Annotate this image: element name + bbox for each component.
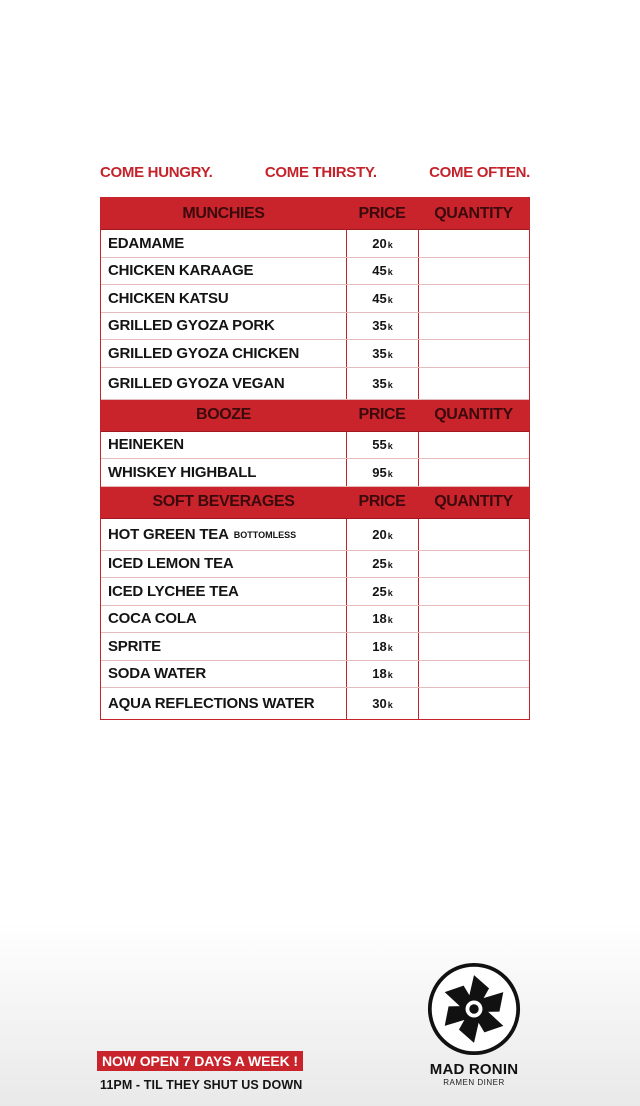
- quantity-cell[interactable]: [418, 578, 529, 605]
- item-name: WHISKEY HIGHBALL: [108, 463, 257, 481]
- item-name: COCA COLA: [108, 610, 197, 628]
- price-header: PRICE: [358, 204, 406, 222]
- section-header-soft-beverages: [101, 487, 529, 519]
- open-days-badge: NOW OPEN 7 DAYS A WEEK !: [97, 1051, 303, 1071]
- item-name: AQUA REFLECTIONS WATER: [108, 695, 315, 712]
- quantity-cell[interactable]: [418, 633, 529, 660]
- item-name: EDAMAME: [108, 234, 185, 252]
- item-price: 35 k: [346, 368, 418, 399]
- menu-row: [101, 633, 529, 661]
- quantity-cell[interactable]: [418, 313, 529, 340]
- item-name: HEINEKEN: [108, 436, 184, 454]
- menu-row: [101, 688, 529, 719]
- menu-row: [101, 313, 529, 341]
- menu-row: [101, 230, 529, 258]
- item-name: CHICKEN KARAAGE: [108, 262, 254, 280]
- quantity-cell[interactable]: [418, 688, 529, 719]
- item-price: 25 k: [346, 578, 418, 605]
- item-name: CHICKEN KATSU: [108, 289, 229, 307]
- item-price: 45 k: [346, 258, 418, 285]
- opening-hours: 11PM - TIL THEY SHUT US DOWN: [100, 1078, 303, 1092]
- item-price: 45 k: [346, 285, 418, 312]
- quantity-header: QUANTITY: [434, 493, 513, 510]
- menu-row: [101, 368, 529, 400]
- quantity-header: QUANTITY: [434, 406, 513, 423]
- brand-subtitle: RAMEN DINER: [443, 1078, 505, 1087]
- taglines: [100, 164, 530, 181]
- item-price: 30 k: [346, 688, 418, 719]
- quantity-cell[interactable]: [418, 285, 529, 312]
- item-price: 18 k: [346, 633, 418, 660]
- price-header: PRICE: [358, 406, 406, 423]
- item-name: HOT GREEN TEA BOTTOMLESS: [108, 525, 297, 543]
- tagline-hungry: COME HUNGRY.: [100, 164, 213, 181]
- item-name: ICED LEMON TEA: [108, 555, 234, 573]
- item-price: 35 k: [346, 313, 418, 340]
- item-name: GRILLED GYOZA CHICKEN: [108, 344, 300, 362]
- item-name: GRILLED GYOZA VEGAN: [108, 374, 285, 392]
- quantity-cell[interactable]: [418, 258, 529, 285]
- price-header: PRICE: [358, 493, 406, 510]
- menu-row: [101, 285, 529, 313]
- quantity-cell[interactable]: [418, 368, 529, 399]
- item-price: 25 k: [346, 551, 418, 578]
- section-title: SOFT BEVERAGES: [152, 493, 295, 510]
- item-price: 95 k: [346, 459, 418, 486]
- item-name: SPRITE: [108, 637, 161, 655]
- section-title: BOOZE: [196, 406, 251, 423]
- item-price: 20 k: [346, 519, 418, 550]
- ronin-emblem-icon: [427, 962, 521, 1056]
- quantity-cell[interactable]: [418, 606, 529, 633]
- quantity-cell[interactable]: [418, 459, 529, 486]
- quantity-cell[interactable]: [418, 519, 529, 550]
- menu-row: [101, 578, 529, 606]
- brand-name: MAD RONIN: [429, 1061, 519, 1078]
- item-price: 20 k: [346, 230, 418, 257]
- item-price: 55 k: [346, 432, 418, 459]
- menu-row: [101, 551, 529, 579]
- section-header-booze: [101, 400, 529, 432]
- menu-row: [101, 661, 529, 689]
- quantity-header: QUANTITY: [434, 204, 513, 222]
- tagline-often: COME OFTEN.: [429, 164, 530, 181]
- menu-row: [101, 340, 529, 368]
- item-note: BOTTOMLESS: [233, 530, 297, 540]
- section-header-munchies: [101, 198, 529, 230]
- menu-row: [101, 459, 529, 487]
- item-price: 35 k: [346, 340, 418, 367]
- quantity-cell[interactable]: [418, 230, 529, 257]
- tagline-thirsty: COME THIRSTY.: [264, 164, 377, 181]
- item-price: 18 k: [346, 606, 418, 633]
- quantity-cell[interactable]: [418, 661, 529, 688]
- menu-row: [101, 432, 529, 460]
- quantity-cell[interactable]: [418, 432, 529, 459]
- item-price: 18 k: [346, 661, 418, 688]
- menu-row: [101, 258, 529, 286]
- menu-row: [101, 519, 529, 551]
- item-name: ICED LYCHEE TEA: [108, 582, 239, 600]
- quantity-cell[interactable]: [418, 340, 529, 367]
- item-name: SODA WATER: [108, 665, 206, 683]
- section-title: MUNCHIES: [182, 204, 265, 222]
- quantity-cell[interactable]: [418, 551, 529, 578]
- menu-row: [101, 606, 529, 634]
- menu-table: [100, 197, 530, 720]
- item-name: GRILLED GYOZA PORK: [108, 317, 275, 335]
